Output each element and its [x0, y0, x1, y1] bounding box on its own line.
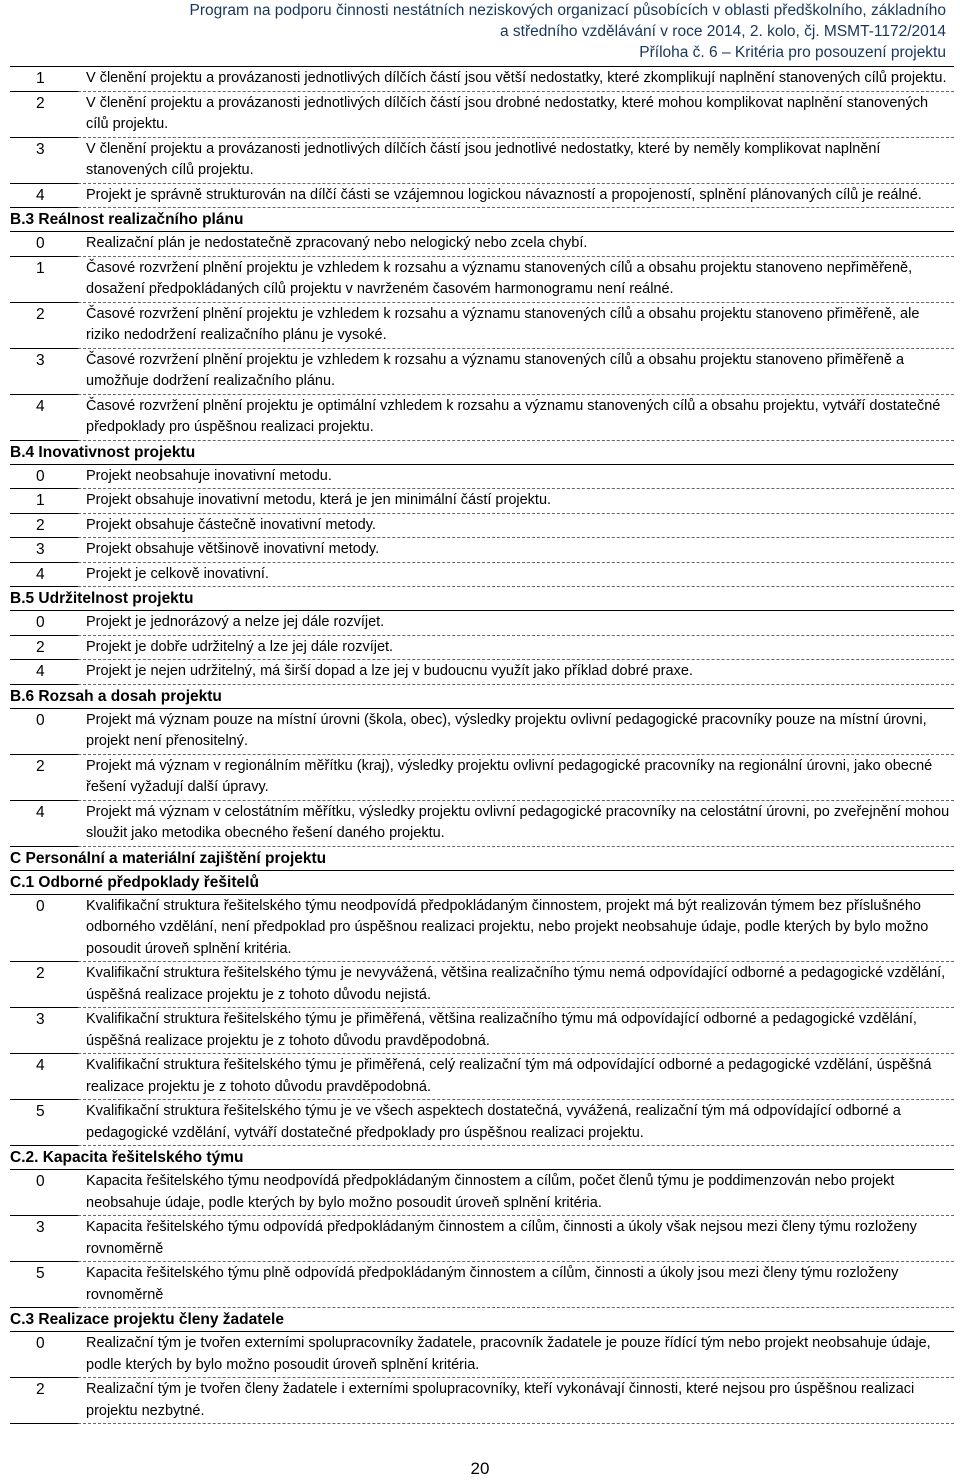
criterion-row: [10, 754, 954, 800]
criterion-score: 0: [10, 611, 78, 636]
criterion-description: Projekt je nejen udržitelný, má širší dopad a lze jej v budoucnu využít jako příklad dobré praxe.: [78, 660, 954, 685]
section-heading-row: [10, 208, 954, 232]
header-line-3: Příloha č. 6 – Kritéria pro posouzení projektu: [639, 44, 946, 61]
criterion-score: 5: [10, 1100, 78, 1146]
criterion-row: [10, 256, 954, 302]
section-heading: B.6 Rozsah a dosah projektu: [10, 684, 954, 708]
criterion-row: [10, 894, 954, 962]
section-heading: B.3 Reálnost realizačního plánu: [10, 208, 954, 232]
header-line-2: a středního vzdělávání v roce 2014, 2. kolo, čj. MSMT-1172/2014: [499, 23, 946, 40]
criterion-score: 4: [10, 562, 78, 587]
criterion-description: Kvalifikační struktura řešitelského týmu neodpovídá předpokládaným činnostem, projekt má být realizován týmem bez příslušného odborného vzdělání, není předpoklad pro úspěšnou realizaci projektu, nebo projekt neobsahuje údaje, podle kterých by bylo možno posoudit úroveň splnění kritéria.: [78, 894, 954, 962]
criterion-score: 0: [10, 1332, 78, 1378]
criterion-row: [10, 800, 954, 846]
criterion-score: 4: [10, 1054, 78, 1100]
criterion-description: Projekt má význam pouze na místní úrovni (škola, obec), výsledky projektu ovlivní pedagogické pracovníky pouze na místní úrovni, projekt není přenositelný.: [78, 708, 954, 754]
criterion-description: Projekt obsahuje částečně inovativní metody.: [78, 513, 954, 538]
criterion-row: [10, 660, 954, 685]
page-number: 20: [470, 1459, 490, 1478]
criterion-row: [10, 1378, 954, 1424]
section-heading: C.3 Realizace projektu členy žadatele: [10, 1308, 954, 1332]
criterion-description: Projekt je správně strukturován na dílčí části se vzájemnou logickou návazností a propojeností, splnění plánovaných cílů je reálné.: [78, 183, 954, 208]
criterion-score: 1: [10, 489, 78, 514]
section-heading-row: [10, 587, 954, 611]
section-heading: B.4 Inovativnost projektu: [10, 440, 954, 464]
criterion-description: Kapacita řešitelského týmu odpovídá předpokládaným činnostem a cílům, činnosti a úkoly však nejsou mezi členy týmu rozloženy rovnoměrně: [78, 1216, 954, 1262]
criterion-description: V členění projektu a provázanosti jednotlivých dílčích částí jsou drobné nedostatky, které mohou komplikovat naplnění stanovených cílů projektu.: [78, 91, 954, 137]
criterion-score: 2: [10, 513, 78, 538]
criterion-row: [10, 464, 954, 489]
criterion-description: Realizační plán je nedostatečně zpracovaný nebo nelogický nebo zcela chybí.: [78, 232, 954, 257]
criterion-score: 2: [10, 754, 78, 800]
criterion-score: 4: [10, 660, 78, 685]
criterion-description: Časové rozvržení plnění projektu je vzhledem k rozsahu a významu stanovených cílů a obsahu projektu stanoveno přiměřeně, ale riziko nedodržení realizačního plánu je vysoké.: [78, 302, 954, 348]
section-heading-row: [10, 870, 954, 894]
section-heading-row: [10, 684, 954, 708]
section-heading: B.5 Udržitelnost projektu: [10, 587, 954, 611]
criterion-score: 0: [10, 708, 78, 754]
criterion-description: Realizační tým je tvořen členy žadatele i externími spolupracovníky, kteří vykonávají činnosti, které nejsou pro úspěšnou realizaci projektu nezbytné.: [78, 1378, 954, 1424]
criterion-score: 3: [10, 1008, 78, 1054]
criterion-description: Projekt má význam v celostátním měřítku, výsledky projektu ovlivní pedagogické pracovníky na celostátní úrovni, po zveřejnění mohou sloužit jako metodika obecného řešení daného projektu.: [78, 800, 954, 846]
section-heading-row: [10, 1146, 954, 1170]
criterion-row: [10, 1170, 954, 1216]
criterion-score: 0: [10, 1170, 78, 1216]
criterion-score: 4: [10, 183, 78, 208]
criterion-description: Projekt neobsahuje inovativní metodu.: [78, 464, 954, 489]
criterion-description: Projekt obsahuje většinově inovativní metody.: [78, 538, 954, 563]
criterion-row: [10, 1262, 954, 1308]
criterion-score: 3: [10, 538, 78, 563]
criterion-description: Kapacita řešitelského týmu plně odpovídá předpokládaným činnostem a cílům, činnosti a úkoly jsou mezi členy týmu rozloženy rovnoměrně: [78, 1262, 954, 1308]
criterion-description: Časové rozvržení plnění projektu je optimální vzhledem k rozsahu a významu stanovených cílů a obsahu projektu, vytváří dostatečné předpoklady pro úspěšnou realizaci projektu.: [78, 394, 954, 440]
criterion-row: [10, 394, 954, 440]
criterion-score: 3: [10, 348, 78, 394]
criterion-score: 2: [10, 302, 78, 348]
criterion-row: [10, 538, 954, 563]
criterion-row: [10, 611, 954, 636]
criterion-row: [10, 1100, 954, 1146]
criterion-score: 2: [10, 1378, 78, 1424]
criterion-score: 0: [10, 464, 78, 489]
criterion-description: Kvalifikační struktura řešitelského týmu je ve všech aspektech dostatečná, vyvážená, realizační tým má odpovídající odborné a pedagogické vzdělání, vytváří dostatečné předpoklady pro úspěšnou realizaci projektu.: [78, 1100, 954, 1146]
criterion-row: [10, 635, 954, 660]
criterion-score: 0: [10, 894, 78, 962]
criterion-row: [10, 137, 954, 183]
criterion-score: 5: [10, 1262, 78, 1308]
criterion-score: 1: [10, 67, 78, 92]
criterion-description: Kapacita řešitelského týmu neodpovídá předpokládaným činnostem a cílům, počet členů týmu je poddimenzován nebo projekt neobsahuje údaje, podle kterých by bylo možno posoudit úroveň splnění kritéria.: [78, 1170, 954, 1216]
criteria-table-body: [10, 67, 954, 1424]
criterion-score: 3: [10, 1216, 78, 1262]
criterion-description: Kvalifikační struktura řešitelského týmu je nevyvážená, většina realizačního týmu nemá odpovídající odborné a pedagogické vzdělání, úspěšná realizace projektu je z tohoto důvodu nejistá.: [78, 962, 954, 1008]
criterion-row: [10, 302, 954, 348]
criterion-score: 2: [10, 962, 78, 1008]
criterion-description: Projekt je jednorázový a nelze jej dále rozvíjet.: [78, 611, 954, 636]
section-heading-row: [10, 440, 954, 464]
header-line-1: Program na podporu činnosti nestátních neziskových organizací působících v oblasti předškolního, základního: [189, 2, 946, 19]
criterion-description: Kvalifikační struktura řešitelského týmu je přiměřená, celý realizační tým má odpovídající odborné a pedagogické vzdělání, úspěšná realizace projektu je z tohoto důvodu pravděpodobná.: [78, 1054, 954, 1100]
criterion-row: [10, 1054, 954, 1100]
criterion-score: 1: [10, 256, 78, 302]
criterion-score: 3: [10, 137, 78, 183]
criterion-row: [10, 562, 954, 587]
page-header: [46, 0, 946, 63]
criterion-row: [10, 1216, 954, 1262]
criterion-row: [10, 1008, 954, 1054]
criterion-description: Časové rozvržení plnění projektu je vzhledem k rozsahu a významu stanovených cílů a obsahu projektu stanoveno nepřiměřeně, dosažení předpokládaných cílů projektu v navrženém časovém harmonogramu není reálné.: [78, 256, 954, 302]
criterion-score: 4: [10, 800, 78, 846]
criterion-description: Časové rozvržení plnění projektu je vzhledem k rozsahu a významu stanovených cílů a obsahu projektu stanoveno přiměřeně a umožňuje dodržení realizačního plánu.: [78, 348, 954, 394]
criterion-row: [10, 348, 954, 394]
section-heading: C.2. Kapacita řešitelského týmu: [10, 1146, 954, 1170]
criterion-row: [10, 91, 954, 137]
criterion-description: Realizační tým je tvořen externími spolupracovníky žadatele, pracovník žadatele je pouze řídící tým nebo projekt neobsahuje údaje, podle kterých by bylo možno posoudit úroveň splnění kritéria.: [78, 1332, 954, 1378]
criterion-description: Projekt je dobře udržitelný a lze jej dále rozvíjet.: [78, 635, 954, 660]
criterion-row: [10, 708, 954, 754]
criterion-description: V členění projektu a provázanosti jednotlivých dílčích částí jsou větší nedostatky, které zkomplikují naplnění stanovených cílů projektu.: [78, 67, 954, 92]
criterion-row: [10, 962, 954, 1008]
criterion-score: 0: [10, 232, 78, 257]
criterion-score: 4: [10, 394, 78, 440]
section-heading-row: [10, 1308, 954, 1332]
criterion-row: [10, 489, 954, 514]
criterion-row: [10, 513, 954, 538]
criterion-description: V členění projektu a provázanosti jednotlivých dílčích částí jsou jednotlivé nedostatky, které by neměly komplikovat naplnění stanovených cílů projektu.: [78, 137, 954, 183]
criterion-row: [10, 183, 954, 208]
criterion-score: 2: [10, 635, 78, 660]
criterion-description: Projekt obsahuje inovativní metodu, která je jen minimální částí projektu.: [78, 489, 954, 514]
criterion-description: Projekt má význam v regionálním měřítku (kraj), výsledky projektu ovlivní pedagogické pracovníky na regionální úrovni, jako obecné řešení vyžadují další úpravy.: [78, 754, 954, 800]
criteria-document: [10, 66, 954, 1424]
section-heading-row: [10, 846, 954, 870]
criterion-row: [10, 67, 954, 92]
criterion-row: [10, 1332, 954, 1378]
criteria-table: [10, 66, 954, 1424]
criterion-description: Kvalifikační struktura řešitelského týmu je přiměřená, většina realizačního týmu má odpovídající odborné a pedagogické vzdělání, úspěšná realizace projektu je z tohoto důvodu pravděpodobná.: [78, 1008, 954, 1054]
criterion-description: Projekt je celkově inovativní.: [78, 562, 954, 587]
section-heading: C Personální a materiální zajištění projektu: [10, 846, 954, 870]
section-heading: C.1 Odborné předpoklady řešitelů: [10, 870, 954, 894]
criterion-score: 2: [10, 91, 78, 137]
criterion-row: [10, 232, 954, 257]
